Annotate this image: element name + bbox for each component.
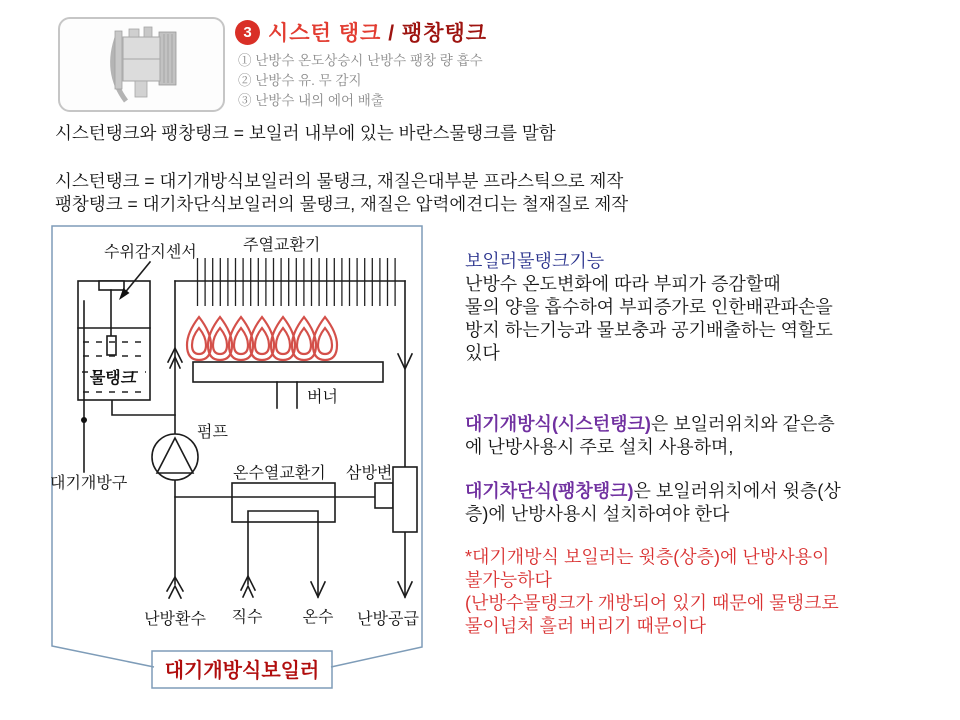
number-badge: 3	[235, 20, 260, 45]
label-air-open-port: 대기개방구	[50, 475, 128, 492]
warning-block	[465, 546, 957, 638]
title-main: 시스턴 탱크	[268, 22, 382, 45]
label-burner: 버너	[307, 389, 338, 406]
function-line: 난방수 온도변화에 따라 부피가 증감할때	[465, 274, 781, 294]
label-three-way-valve: 삼방변	[346, 465, 393, 482]
closed-type-rest: 은 보일러위치에서 윗층(상	[633, 481, 841, 501]
warning-line: *대기개방식 보일러는 윗층(상층)에 난방사용이	[465, 547, 830, 567]
boiler-tank-photo	[60, 19, 219, 106]
hot-water-heat-exchanger	[232, 483, 335, 597]
label-water-level-sensor: 수위감지센서	[104, 244, 197, 261]
function-line: 물의 양을 흡수하여 부피증가로 인한배관파손을	[465, 297, 833, 317]
open-type-highlight: 대기개방식(시스턴탱크)	[465, 414, 651, 434]
label-hot-water-heat-exchanger: 온수열교환기	[233, 465, 326, 482]
label-pump: 펌프	[197, 424, 228, 441]
intro-paragraphs	[55, 122, 628, 216]
function-line: 방지 하는기능과 물보충과 공기배출하는 역할도	[465, 320, 833, 340]
open-type-rest: 은 보일러위치와 같은층	[650, 414, 835, 434]
warning-line: 불가능하다	[465, 570, 552, 590]
diagram-caption: 대기개방식보일러	[164, 660, 320, 682]
heat-exchanger-fins	[198, 258, 396, 306]
burner	[193, 362, 383, 408]
label-heating-supply: 난방공급	[357, 611, 419, 628]
function-title: 보일러물탱크기능	[465, 251, 605, 271]
slide-title	[235, 17, 487, 47]
intro-line: 시스턴탱크 = 대기개방식보일러의 물탱크, 재질은대부분 프라스틱으로 제작	[55, 171, 624, 191]
bullet-item: ② 난방수 유. 무 감지	[238, 73, 362, 88]
warning-line: 물이넘처 흘러 버리기 때문이다	[465, 616, 707, 636]
open-type-block	[465, 413, 957, 459]
label-hot-water: 온수	[302, 609, 334, 626]
boiler-schematic	[44, 218, 436, 700]
flames	[187, 317, 337, 360]
pump	[152, 434, 198, 480]
tank-function-block	[465, 250, 957, 365]
warning-line: (난방수물탱크가 개방되어 있기 때문에 물탱크로	[465, 593, 839, 613]
title-sub: / 팽창탱크	[388, 22, 488, 45]
bullet-item: ① 난방수 온도상승시 난방수 팽창 량 흡수	[238, 53, 483, 68]
label-water-tank: 물탱크	[89, 370, 137, 387]
intro-line: 팽창탱크 = 대기차단식보일러의 물탱크, 재질은 압력에견디는 철재질로 제작	[55, 194, 629, 214]
closed-type-block	[465, 480, 957, 526]
open-type-line2: 에 난방사용시 주로 설치 사용하며,	[465, 437, 734, 457]
feature-bullets	[238, 51, 483, 111]
label-direct-water: 직수	[231, 609, 263, 626]
intro-line: 시스턴탱크와 팽창탱크 = 보일러 내부에 있는 바란스물탱크를 말함	[55, 123, 556, 143]
product-photo-frame	[58, 17, 225, 112]
right-notes-column	[465, 250, 957, 638]
function-line: 있다	[465, 343, 500, 363]
bullet-item: ③ 난방수 내의 에어 배출	[238, 93, 384, 108]
label-main-heat-exchanger: 주열교환기	[243, 237, 321, 254]
label-heating-return: 난방환수	[144, 611, 206, 628]
closed-type-line2: 층)에 난방사용시 설치하여야 한다	[465, 504, 730, 524]
closed-type-highlight: 대기차단식(팽창탱크)	[465, 481, 634, 501]
